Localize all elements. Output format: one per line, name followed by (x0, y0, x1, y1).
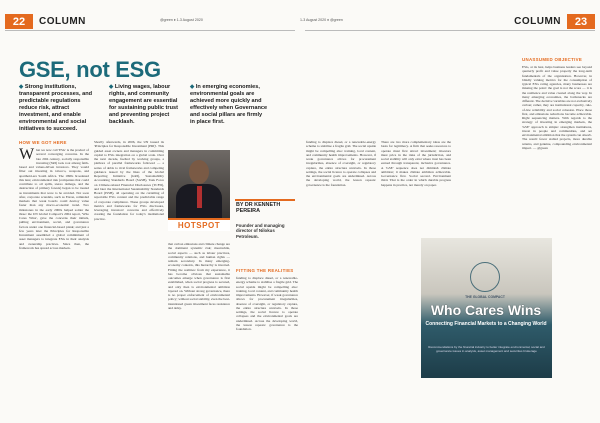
author-role: Founder and managing director of Nilokus Petroleum. (236, 223, 285, 239)
key-point-3: ◆ In emerging economies, environmental goals are achieved more quickly and effectively when Governance and social pillars are firmly in place first. (190, 84, 268, 125)
drop-cap: W (19, 148, 35, 163)
article-column-3 (168, 242, 230, 413)
article-column-6 (381, 140, 451, 236)
key-point-3-text: In emerging economies, environmental goals are achieved more quickly and effectively when Governance and social pillars are firmly in place first. (190, 84, 268, 125)
column-1-text: hat we now call 'ESG' is the product of several converging concerns. In the late 20th century, socially responsible investing (SRI) took root among faith-based and values-driven investors. They would filter out investing in tobacco, weapons, and apartheid-era South Africa. The 1990s broadened this lens; environmental risk (companies that could contribute to oil spills, stereo damage, and the destruction of primary forests) began to be treated as investments that were to be avoided. Not soon after, corporate scandals, such as Enron, reminded markets that weak boards could destroy value faster than any macro-economic trend. Two milestones in the early 2000s helped solder the three: the UN Global Compact's 2004 report, 'Who Cares Wins', gave the concerns their initials, pulling environment, social, and governance factors under one financial-based plank; and just a few years later the Principles for Responsible Investment assembled a global commitment of asset managers to integrate ESG in their analysis and ownership practices. Since then, the framework has spread across markets. (19, 148, 89, 250)
key-point-2-text: Living wages, labour rights, and community engagement are essential for sustaining public trust and preventing project backlash. (109, 84, 178, 125)
key-point-1: ◆ Strong institutions, transparent processes, and predictable regulations reduce risk, attract investment, and enable environmental and social initiatives to succeed. (19, 84, 93, 132)
left-column-label: COLUMN (39, 16, 86, 27)
left-header-rule (5, 30, 295, 31)
column-4-text: funding to displace diesel, or a renewable-energy scheme to stabilise a fragile grid. The social upside might be compelling also: training, local content, and community health improvements. However, if weak governance allows for procurement irregularities, absence of oversight, or regulatory capture, the entire structure unravels. In those settings, the social licence to operate collapses and the environmental goals are undermined. Across the developing world, the lesson repeats: governance is the foundation. (236, 276, 298, 331)
cover-title: Who Cares Wins (430, 302, 542, 318)
key-point-2: ◆ Living wages, labour rights, and community engagement are essential for sustaining public trust and preventing project backlash. (109, 84, 178, 125)
key-point-1-text: Strong institutions, transparent processes, and predictable regulations reduce risk, attract investment, and enable environmental and social initiatives to succeed. (19, 84, 93, 132)
right-header-rule (305, 30, 595, 31)
cover-org: THE GLOBAL COMPACT (465, 295, 505, 299)
cover-footer: Recommendations by the financial industry to better integrate environmental, social and governance issues in analysis, asset management and securities brokerage (428, 345, 545, 353)
section-fitting-the-realities: FITTING THE REALITIES (236, 268, 294, 273)
hotspot-label: HOTSPOT (168, 218, 230, 231)
column-5-text: funding to displace diesel, or a renewable-energy scheme to stabilise a fragile grid. The social upside might be compelling also: training, local content, and community health improvements. However, if weak governance allows for procurement irregularities, absence of oversight, or regulatory capture, the entire structure unravels. In those settings, the social licence to operate collapses and the environmental goals are undermined. Across the developing world, the lesson repeats: governance is the foundation. (306, 140, 376, 187)
global-compact-logo (470, 262, 500, 292)
author-byline (236, 202, 280, 215)
article-column-1 (19, 148, 89, 413)
column-6-text: There are two more complementary ideas are the basis for legitimacy. A firm that seeks resources to operate must first attract investment; investors must price in the risks of the jurisdiction, and social stability will only exist where trust has been earned through transparent, inclusive governance. A 'GSE' sequence does not diminish climate ambition; it makes climate ambition achievable. Governance first. Social second. Environment third. That is the order in which durable progress happens in practice, not merely on paper. (381, 140, 451, 187)
column-3-text: that carbon emissions and climate change are the dominant systemic risk; meanwhile, social aspects — such as labour practices, community relations, and human rights — remain secondary. In many emerging-economy contexts, this hierarchy is inverted. Fitting the realities: from my experience, it has become obvious that sustainable outcomes emerge when governance is first established, when social progress is secured, and only then is environmental ambition layered on. Without strong governance, there is no proper enforcement of environmental policy; without social stability, even the best-intentioned green investment faces resistance and delay. (168, 242, 230, 310)
left-page-number: 22 (5, 14, 33, 29)
left-page-meta: @green ♦ 1-3 August 2020 (160, 18, 203, 22)
author-name: PEREIRA (236, 208, 260, 215)
right-page-number: 23 (567, 14, 595, 29)
byline-rule (235, 199, 295, 201)
article-column-2 (94, 140, 164, 413)
section-unassumed-objective: UNASSUMED OBJECTIVE (522, 57, 583, 62)
cover-subtitle: Connecting Financial Markets to a Changing World (425, 321, 547, 327)
article-headline (19, 57, 161, 83)
column-2-text: Shortly afterwards, in 2006, the UN issued its 'Principles for Responsible Investment (PRI)'. This guided asset owners and managers in committing capital to ESG integration on a global scale. Over the next decade, fuelled by working groups, a plethora of parallel frameworks followed — a series of debts to rival frameworks and competing guidance issued by the likes of the Global Reporting Initiative (GRI), Sustainability Accounting Standards Board (SASB), Task Force on Climate-related Financial Disclosures (TCFD), and later the International Sustainability Standards Board (ISSB), all operating on the curtailing of reportable ESG content and the predictable range of corporate compliance. These groups developed metrics and frameworks for ESG disclosure, leveraging investors' concerns and effectively creating the foundation for today's institutional practice. (94, 140, 164, 221)
article-column-5 (306, 140, 376, 413)
column-7-text: ESG, at its best, helps business leaders see beyond quarterly profit and value properly the long-term fundamentals of the organisation. However, in blindly valuing metrics for the consumption of typical ESG rating agencies, many businesses are missing the point: the goal is not the score — it is the resilience and value created along the way. In many emerging economies, the bottlenecks are different. The decisive variables are not exclusively carbon; rather, they are institutional capacity, rule-of-law reliability and social cohesion. Place those first, and emissions reductions become achievable. Right sequencing matters. With regards to the strategy of investing in emerging markets, the 'GSE' approach is simple: strengthen institutions, invest in people and communities, and set environmental ambition that the system can absorb. The result: fewer stalled projects, more durable returns, and genuine, compounding environmental impact. — @green (522, 65, 592, 150)
right-page-header (508, 14, 595, 29)
section-how-we-got-here: HOW WE GOT HERE (19, 140, 67, 145)
right-column-label: COLUMN (514, 16, 561, 27)
headline-part-1: GSE, (19, 57, 71, 82)
headline-part-2: not ESG (70, 57, 161, 82)
author-prefix: BY DR KENNETH (236, 202, 281, 208)
article-column-7 (522, 65, 592, 413)
left-page-header (5, 14, 92, 29)
right-page-meta: 1-3 August 2020 ♦ @green (300, 18, 343, 22)
article-column-4 (236, 276, 298, 413)
